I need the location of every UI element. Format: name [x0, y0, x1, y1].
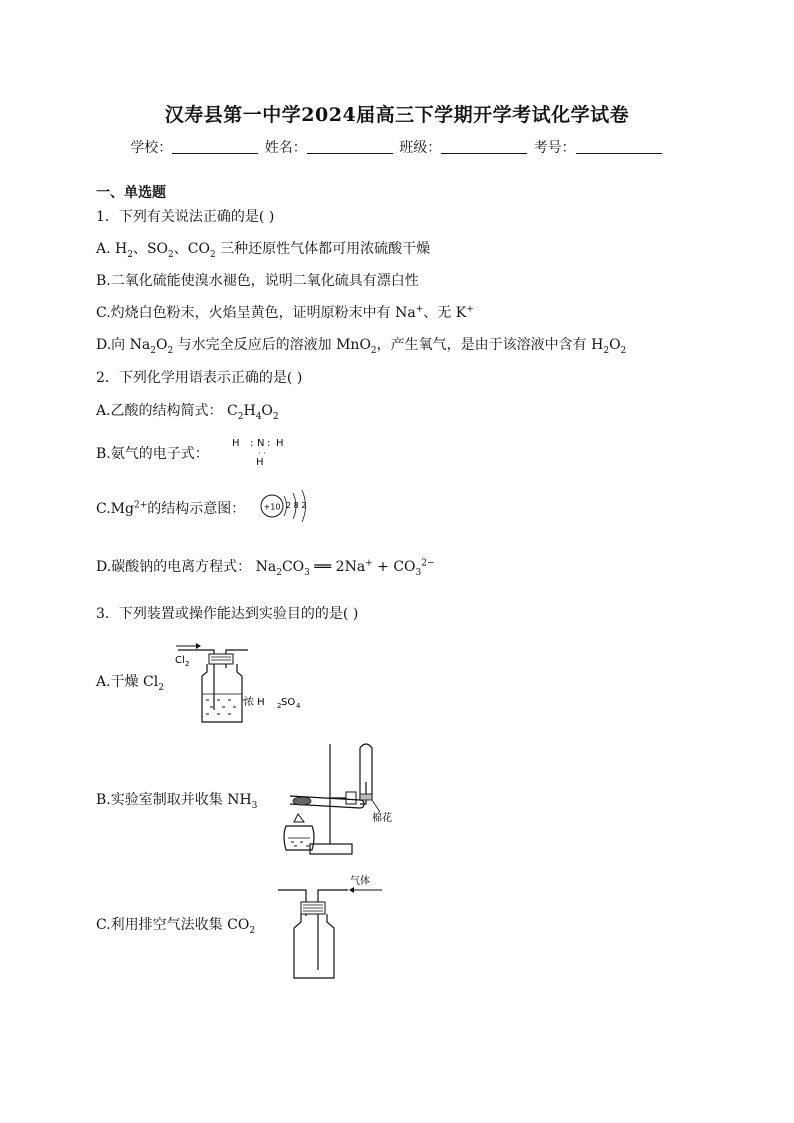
- q3-option-c: C.利用排空气法收集 $CO_2$: [96, 917, 256, 936]
- svg-text:气体: 气体: [350, 876, 370, 887]
- q3-option-b: B.实验室制取并收集 $NH_3$: [96, 792, 258, 811]
- q2-option-b: B.氨气的电子式：: [96, 446, 209, 462]
- q1-option-b: B.二氧化硫能使溴水褪色，说明二氧化硫具有漂白性: [96, 273, 419, 289]
- svg-text:浓 H: 浓 H: [244, 697, 265, 708]
- name-label: 姓名：: [264, 140, 307, 156]
- q2-stem: 2．下列化学用语表示正确的是( ): [96, 370, 303, 386]
- svg-text:N: N: [257, 438, 265, 449]
- student-info-row: [0, 137, 794, 157]
- class-label: 班级：: [399, 140, 442, 156]
- mg-ion-structure-diagram: [256, 490, 322, 530]
- svg-text:Cl: Cl: [175, 655, 185, 666]
- svg-text:+10: +10: [263, 502, 281, 512]
- q3-stem: 3．下列装置或操作能达到实验目的的是( ): [96, 606, 359, 622]
- nh3-preparation-apparatus: [276, 738, 406, 860]
- svg-text:SO: SO: [281, 697, 296, 708]
- school-label: 学校：: [130, 140, 173, 156]
- svg-text:2 8 2: 2 8 2: [286, 501, 307, 510]
- svg-text::: :: [250, 438, 254, 449]
- section-title: 一、单选题: [96, 185, 166, 201]
- svg-text:H: H: [256, 457, 264, 468]
- svg-text:H: H: [276, 438, 284, 449]
- exam-number-blank[interactable]: [576, 139, 662, 154]
- school-blank[interactable]: [172, 139, 258, 154]
- q2-option-d: D.碳酸钠的电离方程式： $Na_2CO_3$ ══ $2Na^+ + CO_3^{2-}$: [96, 558, 435, 578]
- svg-text:4: 4: [296, 702, 301, 710]
- q1-option-d: D.向 $Na_2O_2$ 与水完全反应后的溶液加 MnO$_2$，产生氧气，是由于该溶液中含有 $H_2O_2$: [96, 337, 627, 356]
- class-blank[interactable]: [441, 139, 527, 154]
- svg-text:2: 2: [277, 702, 282, 710]
- svg-text:2: 2: [185, 660, 190, 668]
- svg-text::: :: [267, 438, 271, 449]
- name-blank[interactable]: [307, 139, 393, 154]
- q2-option-c: $C.Mg^{2+}$的结构示意图：: [96, 500, 246, 517]
- cl2-drying-apparatus: [170, 640, 300, 726]
- ammonia-electron-formula: [228, 432, 288, 472]
- q1-option-a: A. $H_2$、$SO_2$、$CO_2$ 三种还原性气体都可用浓硫酸干燥: [96, 241, 431, 260]
- q2-option-a: A.乙酸的结构简式： $C_2H_4O_2$: [96, 403, 279, 422]
- exam-title: 汉寿县第一中学2024届高三下学期开学考试化学试卷: [164, 104, 630, 126]
- svg-text:H: H: [232, 438, 240, 449]
- q1-option-c: C.灼烧白色粉末，火焰呈黄色，证明原粉末中有 Na+、无 K+: [96, 304, 474, 321]
- q1-stem: 1．下列有关说法正确的是( ): [96, 209, 275, 225]
- svg-text:· ·: · ·: [258, 449, 266, 458]
- svg-text:棉花: 棉花: [372, 813, 392, 824]
- exam-number-label: 考号：: [533, 140, 576, 156]
- co2-collection-apparatus: [272, 872, 412, 982]
- q3-option-a: A.干燥 $Cl_2$: [96, 674, 164, 693]
